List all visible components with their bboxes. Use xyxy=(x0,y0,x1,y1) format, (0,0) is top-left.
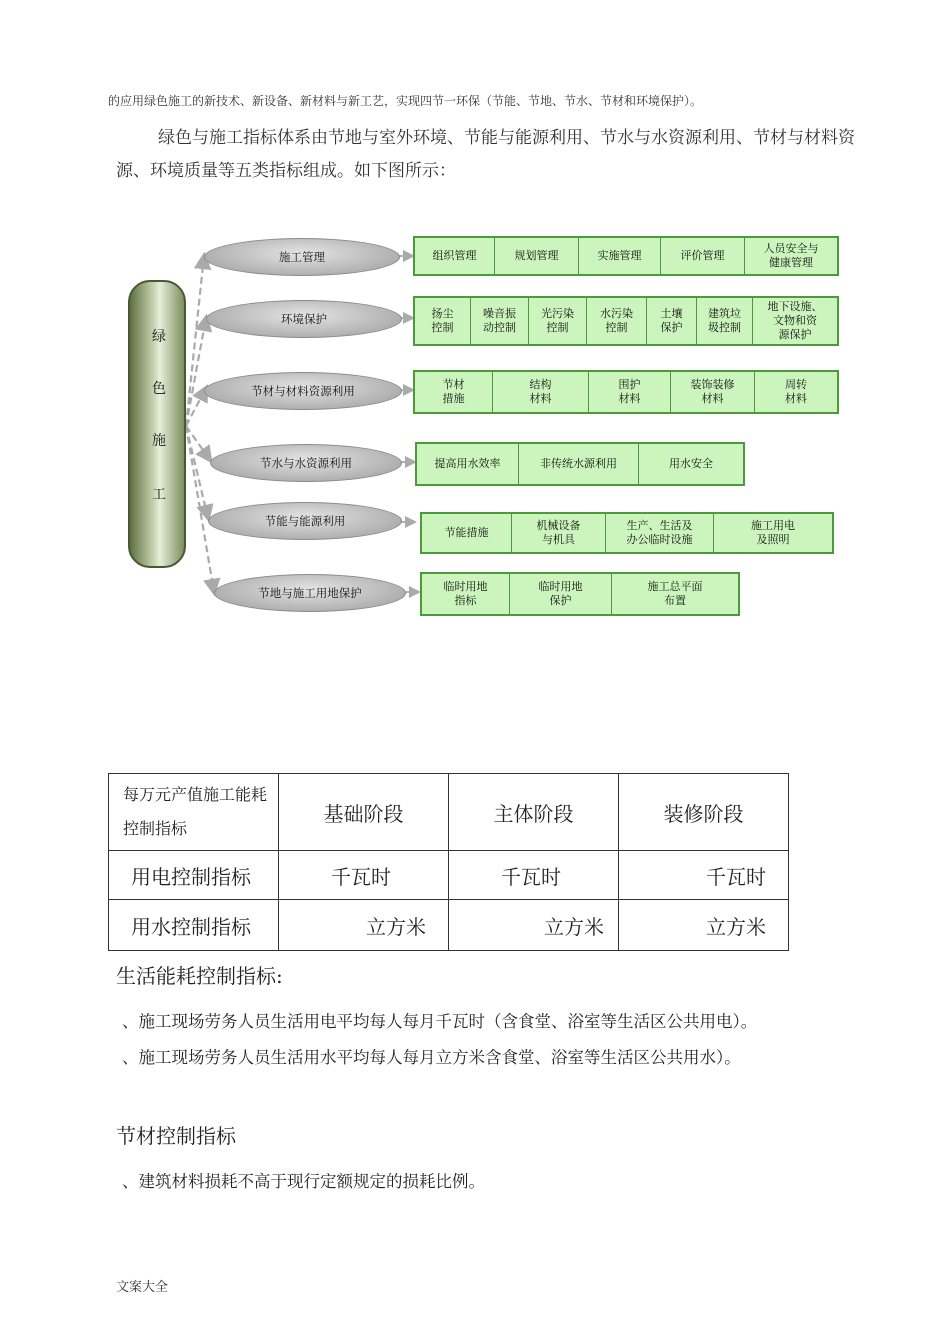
category-label: 节水与水资源利用 xyxy=(260,456,352,470)
unit-cell: 千瓦时 xyxy=(279,851,449,900)
category-label: 环境保护 xyxy=(281,312,327,326)
pillar-char: 色 xyxy=(152,381,166,397)
category-oval xyxy=(214,574,406,612)
item-cell: 水污染 控制 xyxy=(587,298,647,344)
category-items-row xyxy=(413,370,839,414)
item-cell: 节能措施 xyxy=(422,514,512,552)
category-oval xyxy=(204,372,402,410)
column-header: 主体阶段 xyxy=(449,774,619,851)
green-construction-diagram xyxy=(0,200,950,640)
footer-text: 文案大全 xyxy=(116,1280,169,1295)
energy-index-table xyxy=(108,773,789,951)
table-header-row xyxy=(109,774,789,851)
item-cell: 建筑垃 圾控制 xyxy=(697,298,753,344)
material-heading: 节材控制指标 xyxy=(116,1124,236,1148)
row-header: 用水控制指标 xyxy=(109,900,279,951)
unit-cell: 立方米 xyxy=(619,900,789,951)
column-header: 装修阶段 xyxy=(619,774,789,851)
item-cell: 光污染 控制 xyxy=(529,298,587,344)
table-corner-header: 每万元产值施工能耗控制指标 xyxy=(109,774,279,851)
pillar-char: 工 xyxy=(152,487,166,503)
list-item: 、施工现场劳务人员生活用水平均每人每月立方米含食堂、浴室等生活区公共用水）。 xyxy=(122,1048,741,1067)
item-cell: 周转 材料 xyxy=(785,378,807,405)
unit-cell: 立方米 xyxy=(279,900,449,951)
category-items-row xyxy=(413,236,839,276)
item-cell: 机械设备 与机具 xyxy=(512,514,606,552)
pillar-char: 绿 xyxy=(152,329,166,345)
column-header: 基础阶段 xyxy=(279,774,449,851)
category-label: 节地与施工用地保护 xyxy=(258,586,362,600)
category-items-row xyxy=(415,442,745,486)
category-items-row xyxy=(420,572,740,616)
category-oval xyxy=(204,238,400,276)
item-cell: 提高用水效率 xyxy=(417,444,519,484)
unit-cell: 千瓦时 xyxy=(449,851,619,900)
living-energy-heading: 生活能耗控制指标: xyxy=(116,964,283,988)
unit-cell: 立方米 xyxy=(449,900,619,951)
item-cell: 围护 材料 xyxy=(589,372,671,412)
item-cell: 地下设施、 文物和资 源保护 xyxy=(767,300,823,341)
item-cell: 扬尘 控制 xyxy=(415,298,471,344)
item-cell: 组织管理 xyxy=(415,238,495,274)
item-cell: 非传统水源利用 xyxy=(519,444,639,484)
item-cell: 结构 材料 xyxy=(493,372,589,412)
category-label: 节材与材料资源利用 xyxy=(251,384,355,398)
table-row xyxy=(109,900,789,951)
category-items-row xyxy=(420,512,834,554)
item-cell: 临时用地 保护 xyxy=(510,574,612,614)
table-row xyxy=(109,851,789,900)
category-label: 节能与能源利用 xyxy=(264,514,346,528)
item-cell: 人员安全与 健康管理 xyxy=(763,242,819,269)
item-cell: 节材 措施 xyxy=(415,372,493,412)
item-cell: 施工用电 及照明 xyxy=(751,519,795,546)
unit-cell: 千瓦时 xyxy=(619,851,789,900)
intro-line: 的应用绿色施工的新技术、新设备、新材料与新工艺，实现四节一环保（节能、节地、节水、节材和环境保护）。 xyxy=(108,94,703,108)
item-cell: 用水安全 xyxy=(669,457,713,470)
item-cell: 规划管理 xyxy=(495,238,579,274)
category-items-row xyxy=(413,296,839,346)
item-cell: 临时用地 指标 xyxy=(422,574,510,614)
item-cell: 施工总平面 布置 xyxy=(647,580,703,607)
item-cell: 装饰装修 材料 xyxy=(671,372,755,412)
category-label: 施工管理 xyxy=(279,250,325,264)
item-cell: 噪音振 动控制 xyxy=(471,298,529,344)
list-item: 、建筑材料损耗不高于现行定额规定的损耗比例。 xyxy=(122,1172,485,1191)
green-construction-pillar xyxy=(128,280,186,568)
row-header: 用电控制指标 xyxy=(109,851,279,900)
category-oval xyxy=(206,300,402,338)
pillar-char: 施 xyxy=(152,433,166,449)
category-oval xyxy=(210,444,402,482)
item-cell: 土壤 保护 xyxy=(647,298,697,344)
item-cell: 实施管理 xyxy=(579,238,661,274)
item-cell: 生产、生活及 办公临时设施 xyxy=(606,514,714,552)
category-oval xyxy=(208,502,402,540)
body-paragraph: 绿色与施工指标体系由节地与室外环境、节能与能源利用、节水与水资源利用、节材与材料资源、环境质量等五类指标组成。如下图所示： xyxy=(116,128,855,181)
list-item: 、施工现场劳务人员生活用电平均每人每月千瓦时（含食堂、浴室等生活区公共用电）。 xyxy=(122,1012,758,1031)
item-cell: 评价管理 xyxy=(661,238,745,274)
